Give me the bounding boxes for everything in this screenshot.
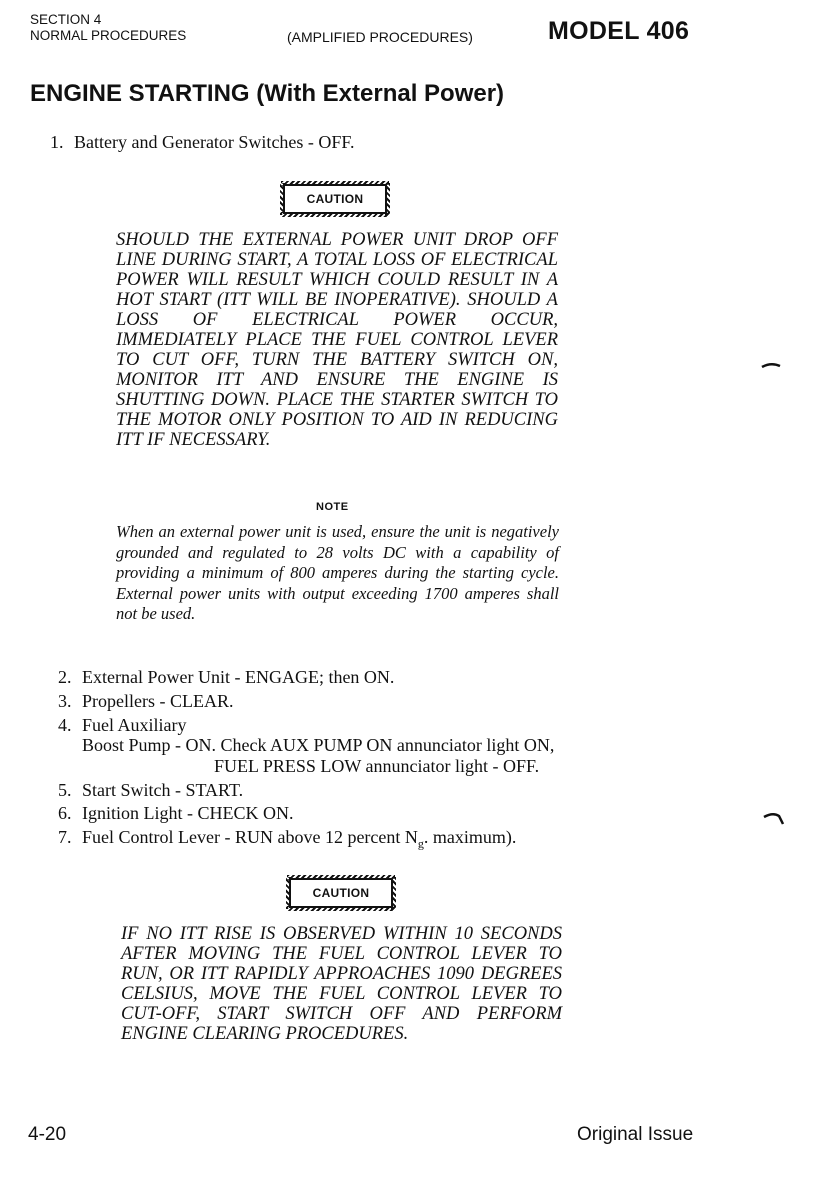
revision-bar <box>761 362 781 368</box>
step-subscript: g <box>417 836 424 851</box>
amplified-procedures-label: (AMPLIFIED PROCEDURES) <box>287 29 473 45</box>
step-text: Ignition Light - CHECK ON. <box>82 803 294 823</box>
step-number: 2. <box>58 667 72 687</box>
caution-badge <box>289 878 393 908</box>
caution-text: SHOULD THE EXTERNAL POWER UNIT DROP OFF LINE DURING START, A TOTAL LOSS OF ELECTRICAL POWER WILL RESULT WHICH COULD RESULT IN A HOT START (ITT WILL BE INOPERATIVE). SHOULD A LOSS OF ELECTRICAL POWER OCCUR, IMMEDIATELY PLACE THE FUEL CONTROL LEVER TO CUT OFF, TURN THE BATTERY SWITCH ON, MONITOR ITT AND ENSURE THE ENGINE IS SHUTTING DOWN. PLACE THE STARTER SWITCH TO THE MOTOR ONLY POSITION TO AID IN REDUCING ITT IF NECESSARY. <box>116 230 558 450</box>
step-4 <box>58 714 187 736</box>
section-header <box>30 12 186 44</box>
step-number: 4. <box>58 715 72 735</box>
step-text: Fuel Control Lever - RUN above 12 percent N <box>82 827 418 847</box>
step-1 <box>50 131 355 153</box>
caution-label: CAUTION <box>306 192 364 206</box>
step-number: 1. <box>50 132 64 152</box>
caution-label: CAUTION <box>312 886 370 900</box>
step-3 <box>58 690 233 712</box>
issue-label: Original Issue <box>577 1124 694 1145</box>
step-text: Propellers - CLEAR. <box>82 691 234 711</box>
caution-text: IF NO ITT RISE IS OBSERVED WITHIN 10 SECONDS AFTER MOVING THE FUEL CONTROL LEVER TO RUN, OR ITT RAPIDLY APPROACHES 1090 DEGREES CELSIUS, MOVE THE FUEL CONTROL LEVER TO CUT-OFF, START SWITCH OFF AND PERFORM ENGINE CLEARING PROCEDURES. <box>121 924 562 1044</box>
step-text-after: . maximum). <box>423 827 517 847</box>
step-4-line-3: FUEL PRESS LOW annunciator light - OFF. <box>214 756 540 776</box>
step-text: External Power Unit - ENGAGE; then ON. <box>82 667 395 687</box>
step-4-line-2: Boost Pump - ON. Check AUX PUMP ON annunciator light ON, <box>82 735 555 755</box>
step-2 <box>58 666 394 688</box>
step-text: Start Switch - START. <box>82 780 244 800</box>
step-number: 7. <box>58 827 72 847</box>
section-name: NORMAL PROCEDURES <box>30 28 187 43</box>
step-text: Battery and Generator Switches - OFF. <box>74 132 355 152</box>
step-5 <box>58 779 243 801</box>
step-6 <box>58 802 294 824</box>
page-title: ENGINE STARTING (With External Power) <box>30 80 505 107</box>
step-text: Fuel Auxiliary <box>82 715 187 735</box>
step-7 <box>58 826 516 855</box>
step-number: 3. <box>58 691 72 711</box>
note-heading: NOTE <box>316 501 349 513</box>
step-number: 6. <box>58 803 72 823</box>
note-text: When an external power unit is used, ensure the unit is negatively grounded and regulated to 28 volts DC with a capability of providing a minimum of 800 amperes during the starting cycle. External power units with output exceeding 1700 amperes shall not be used. <box>116 522 559 623</box>
page-number: 4-20 <box>28 1124 67 1145</box>
step-number: 5. <box>58 780 72 800</box>
model-label: MODEL 406 <box>548 17 690 45</box>
revision-bar <box>763 812 785 826</box>
caution-badge <box>283 184 387 214</box>
section-number: SECTION 4 <box>30 12 102 27</box>
